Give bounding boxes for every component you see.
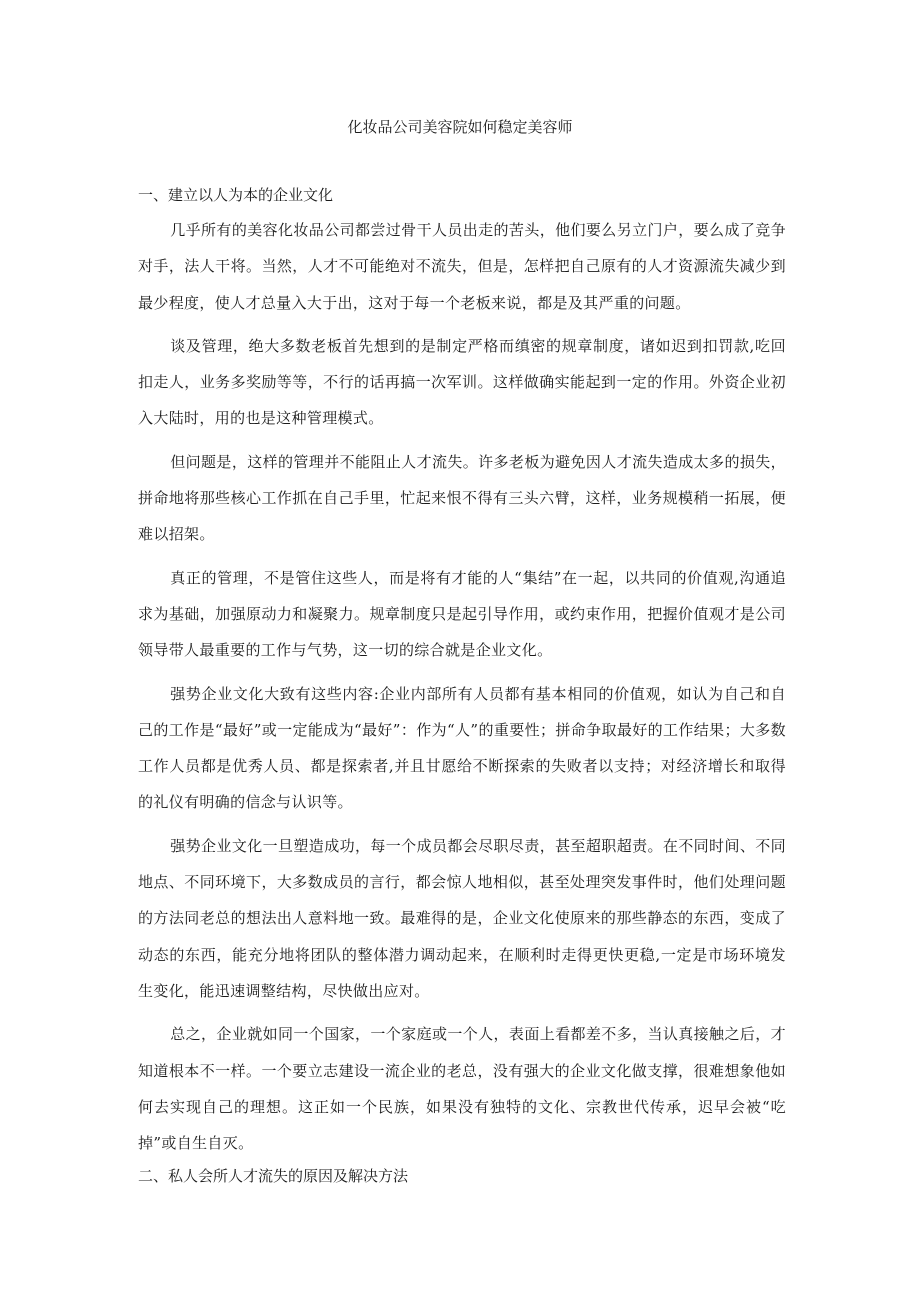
paragraph: 谈及管理，绝大多数老板首先想到的是制定严格而缜密的规章制度，诸如迟到扣罚款,吃回扣走人，业务多奖励等等，不行的话再搞一次军训。这样做确实能起到一定的作用。外资企业初入大陆时，用的也是这种管理模式。 [138,336,786,428]
section-1-body [138,212,786,1168]
paragraph: 总之，企业就如同一个国家，一个家庭或一个人，表面上看都差不多，当认真接触之后，才知道根本不一样。一个要立志建设一流企业的老总，没有强大的企业文化做支撑，很难想象他如何去实现自己的理想。这正如一个民族，如果没有独特的文化、宗教世代传承，迟早会被“吃掉”或自生自灭。 [138,1025,786,1153]
paragraph: 强势企业文化大致有这些内容:企业内部所有人员都有基本相同的价值观，如认为自己和自己的工作是“最好”或一定能成为“最好”：作为“人”的重要性；拼命争取最好的工作结果；大多数工作人员都是优秀人员、都是探索者,并且甘愿给不断探索的失败者以支持；对经济增长和取得的礼仪有明确的信念与认识等。 [138,684,786,812]
paragraph: 但问题是，这样的管理并不能阻止人才流失。许多老板为避免因人才流失造成太多的损失，拼命地将那些核心工作抓在自己手里，忙起来恨不得有三头六臂，这样，业务规模稍一拓展，便难以招架。 [138,452,786,544]
document-title: 化妆品公司美容院如何稳定美容师 [347,118,573,136]
section-heading-1: 一、建立以人为本的企业文化 [138,186,334,204]
paragraph: 强势企业文化一旦塑造成功，每一个成员都会尽职尽责，甚至超职超责。在不同时间、不同地点、不同环境下，大多数成员的言行，都会惊人地相似，甚至处理突发事件时，他们处理问题的方法同老总的想法出人意料地一致。最难得的是，企业文化使原来的那些静态的东西，变成了动态的东西，能充分地将团队的整体潜力调动起来，在顺利时走得更快更稳,一定是市场环境发生变化，能迅速调整结构，尽快做出应对。 [138,836,786,1000]
paragraph: 几乎所有的美容化妆品公司都尝过骨干人员出走的苦头，他们要么另立门户，要么成了竞争对手，法人干将。当然，人才不可能绝对不流失，但是，怎样把自己原有的人才资源流失减少到最少程度，使人才总量入大于出，这对于每一个老板来说，都是及其严重的问题。 [138,221,786,312]
paragraph: 真正的管理，不是管住这些人，而是将有才能的人“集结”在一起，以共同的价值观,沟通追求为基础，加强原动力和凝聚力。规章制度只是起引导作用，或约束作用，把握价值观才是公司领导带人最重要的工作与气势，这一切的综合就是企业文化。 [138,568,786,660]
section-heading-2: 二、私人会所人才流失的原因及解决方法 [138,1167,409,1185]
